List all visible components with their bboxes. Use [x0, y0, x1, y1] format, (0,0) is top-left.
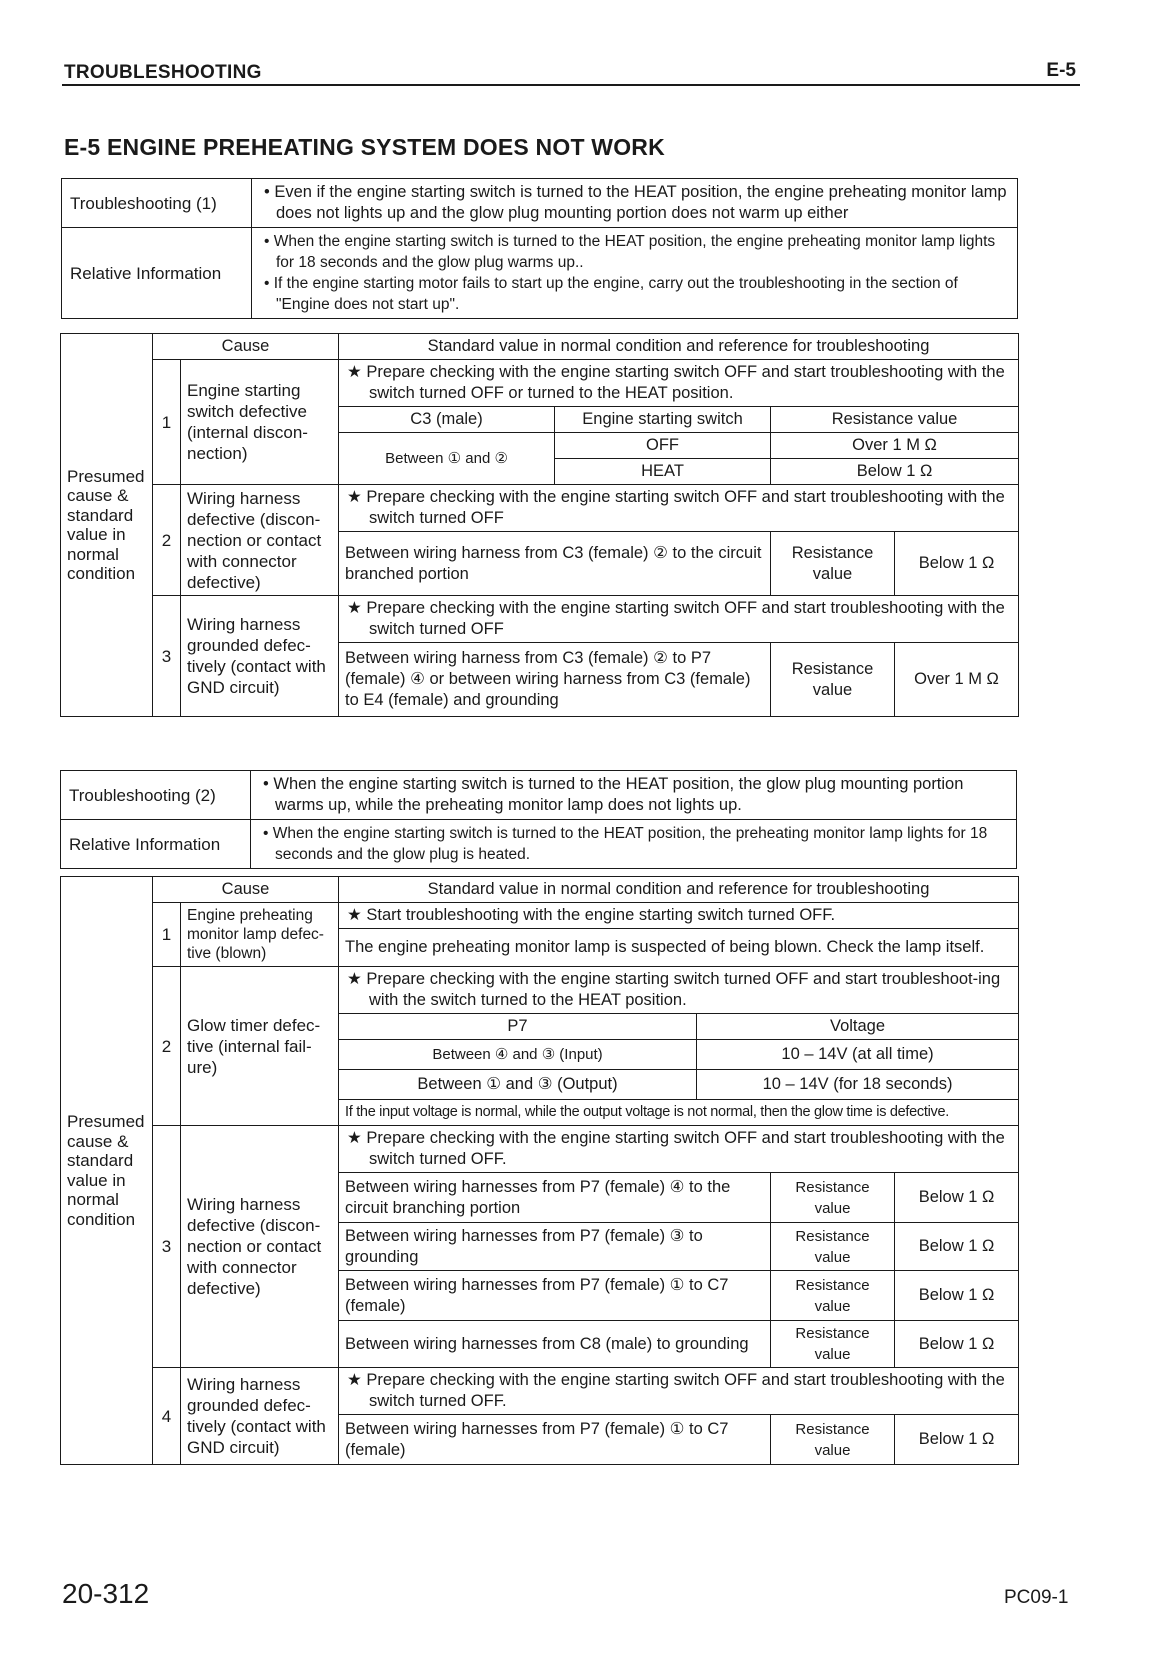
check-instruction: ★ Prepare checking with the engine starting switch OFF and start troubleshooting with the switch turned OFF [339, 596, 1019, 643]
switch-position: OFF [555, 433, 771, 459]
relative-info-2-label: Relative Information [61, 820, 251, 869]
cause-table-2 [60, 876, 1019, 1465]
check-instruction: ★ Prepare checking with the engine starting switch turned OFF and start troubleshoot-ing with the switch turned to the HEAT position. [339, 967, 1019, 1014]
column-header: Engine starting switch [555, 407, 771, 433]
troubleshooting-2-text: • When the engine starting switch is turned to the HEAT position, the glow plug mounting portion warms up, while the preheating monitor lamp does not lights up. [263, 775, 964, 814]
cause-number: 1 [153, 360, 181, 485]
column-header: C3 (male) [339, 407, 555, 433]
measurement-label: Resistance value [771, 1173, 895, 1223]
troubleshooting-1-text: • Even if the engine starting switch is turned to the HEAT position, the engine preheating monitor lamp does not lights up and the glow plug mounting portion does not warm up either [264, 183, 1007, 222]
measurement-points: Between ① and ② [339, 433, 555, 485]
check-description: The engine preheating monitor lamp is suspected of being blown. Check the lamp itself. [339, 929, 1019, 967]
cause-table-1 [60, 333, 1019, 717]
page-number: 20-312 [62, 1578, 150, 1609]
troubleshooting-2-info [60, 770, 1017, 869]
measurement-value: Below 1 Ω [895, 1223, 1019, 1271]
check-instruction: ★ Prepare checking with the engine starting switch OFF and start troubleshooting with the switch turned OFF [339, 485, 1019, 532]
cause-number: 3 [153, 1126, 181, 1368]
measurement-points: Between ① and ③ (Output) [339, 1070, 697, 1100]
cause-number: 4 [153, 1368, 181, 1465]
switch-position: HEAT [555, 459, 771, 485]
cause-number: 1 [153, 903, 181, 967]
troubleshooting-1-label: Troubleshooting (1) [62, 179, 252, 228]
model-code: PC09-1 [1004, 1587, 1069, 1608]
check-note: If the input voltage is normal, while the output voltage is not normal, then the glow time is defective. [339, 1100, 1019, 1126]
resistance-value: Over 1 M Ω [771, 433, 1019, 459]
standard-value-header: Standard value in normal condition and reference for troubleshooting [339, 334, 1019, 360]
voltage-value: 10 – 14V (for 18 seconds) [697, 1070, 1019, 1100]
cause-description: Wiring harness grounded defec-tively (contact with GND circuit) [181, 1368, 339, 1465]
measurement-value: Below 1 Ω [895, 1321, 1019, 1368]
check-instruction: ★ Prepare checking with the engine starting switch OFF and start troubleshooting with the switch turned OFF or turned to the HEAT position. [339, 360, 1019, 407]
page-header [62, 56, 1080, 86]
cause-description: Wiring harness defective (discon-nection or contact with connector defective) [181, 1126, 339, 1368]
check-description: Between wiring harness from C3 (female) ② to the circuit branched portion [339, 532, 771, 596]
check-instruction: ★ Prepare checking with the engine starting switch OFF and start troubleshooting with the switch turned OFF. [339, 1126, 1019, 1173]
presumed-cause-label: Presumed cause & standard value in normal condition [61, 877, 153, 1465]
check-description: Between wiring harness from C3 (female) ② to P7 (female) ④ or between wiring harness from C3 (female) to E4 (female) and grounding [339, 643, 771, 717]
measurement-value: Below 1 Ω [895, 1415, 1019, 1465]
measurement-label: Resistance value [771, 1223, 895, 1271]
cause-description: Wiring harness defective (discon-nection or contact with connector defective) [181, 485, 339, 596]
standard-value-header: Standard value in normal condition and reference for troubleshooting [339, 877, 1019, 903]
column-header: Resistance value [771, 407, 1019, 433]
cause-description: Glow timer defec-tive (internal fail-ure) [181, 967, 339, 1126]
cause-number: 3 [153, 596, 181, 717]
measurement-value: Below 1 Ω [895, 1173, 1019, 1223]
relative-info-1-label: Relative Information [62, 228, 252, 319]
cause-number: 2 [153, 967, 181, 1126]
column-header: Voltage [697, 1014, 1019, 1040]
measurement-label: Resistance value [771, 643, 895, 717]
check-description: Between wiring harnesses from P7 (female) ① to C7 (female) [339, 1271, 771, 1321]
check-description: Between wiring harnesses from C8 (male) to grounding [339, 1321, 771, 1368]
troubleshooting-1-info [61, 178, 1018, 319]
measurement-points: Between ④ and ③ (Input) [339, 1040, 697, 1070]
measurement-label: Resistance value [771, 1271, 895, 1321]
check-description: Between wiring harnesses from P7 (female) ① to C7 (female) [339, 1415, 771, 1465]
relative-info-2-item: • When the engine starting switch is turned to the HEAT position, the preheating monitor lamp lights for 18 seconds and the glow plug is heated. [263, 825, 988, 863]
relative-info-1-item: • When the engine starting switch is turned to the HEAT position, the engine preheating monitor lamp lights for 18 seconds and the glow plug warms up.. [264, 233, 996, 271]
check-description: Between wiring harnesses from P7 (female) ④ to the circuit branching portion [339, 1173, 771, 1223]
section-code: E-5 [1046, 60, 1076, 81]
measurement-value: Over 1 M Ω [895, 643, 1019, 717]
section-title: TROUBLESHOOTING [64, 62, 262, 83]
relative-info-1-item: • If the engine starting motor fails to start up the engine, carry out the troubleshooting in the section of "Engine does not start up". [264, 275, 958, 313]
cause-header: Cause [153, 334, 339, 360]
voltage-value: 10 – 14V (at all time) [697, 1040, 1019, 1070]
measurement-label: Resistance value [771, 532, 895, 596]
measurement-value: Below 1 Ω [895, 532, 1019, 596]
cause-description: Wiring harness grounded defec-tively (contact with GND circuit) [181, 596, 339, 717]
column-header: P7 [339, 1014, 697, 1040]
measurement-value: Below 1 Ω [895, 1271, 1019, 1321]
cause-header: Cause [153, 877, 339, 903]
troubleshooting-2-label: Troubleshooting (2) [61, 771, 251, 820]
resistance-value: Below 1 Ω [771, 459, 1019, 485]
measurement-label: Resistance value [771, 1415, 895, 1465]
check-instruction: ★ Prepare checking with the engine starting switch OFF and start troubleshooting with the switch turned OFF. [339, 1368, 1019, 1415]
page-title: E-5 ENGINE PREHEATING SYSTEM DOES NOT WORK [64, 134, 665, 160]
cause-description: Engine preheating monitor lamp defec-tive (blown) [181, 903, 339, 967]
check-instruction: ★ Start troubleshooting with the engine starting switch turned OFF. [339, 903, 1019, 929]
presumed-cause-label: Presumed cause & standard value in normal condition [61, 334, 153, 717]
measurement-label: Resistance value [771, 1321, 895, 1368]
cause-number: 2 [153, 485, 181, 596]
cause-description: Engine starting switch defective (internal discon-nection) [181, 360, 339, 485]
check-description: Between wiring harnesses from P7 (female) ③ to grounding [339, 1223, 771, 1271]
